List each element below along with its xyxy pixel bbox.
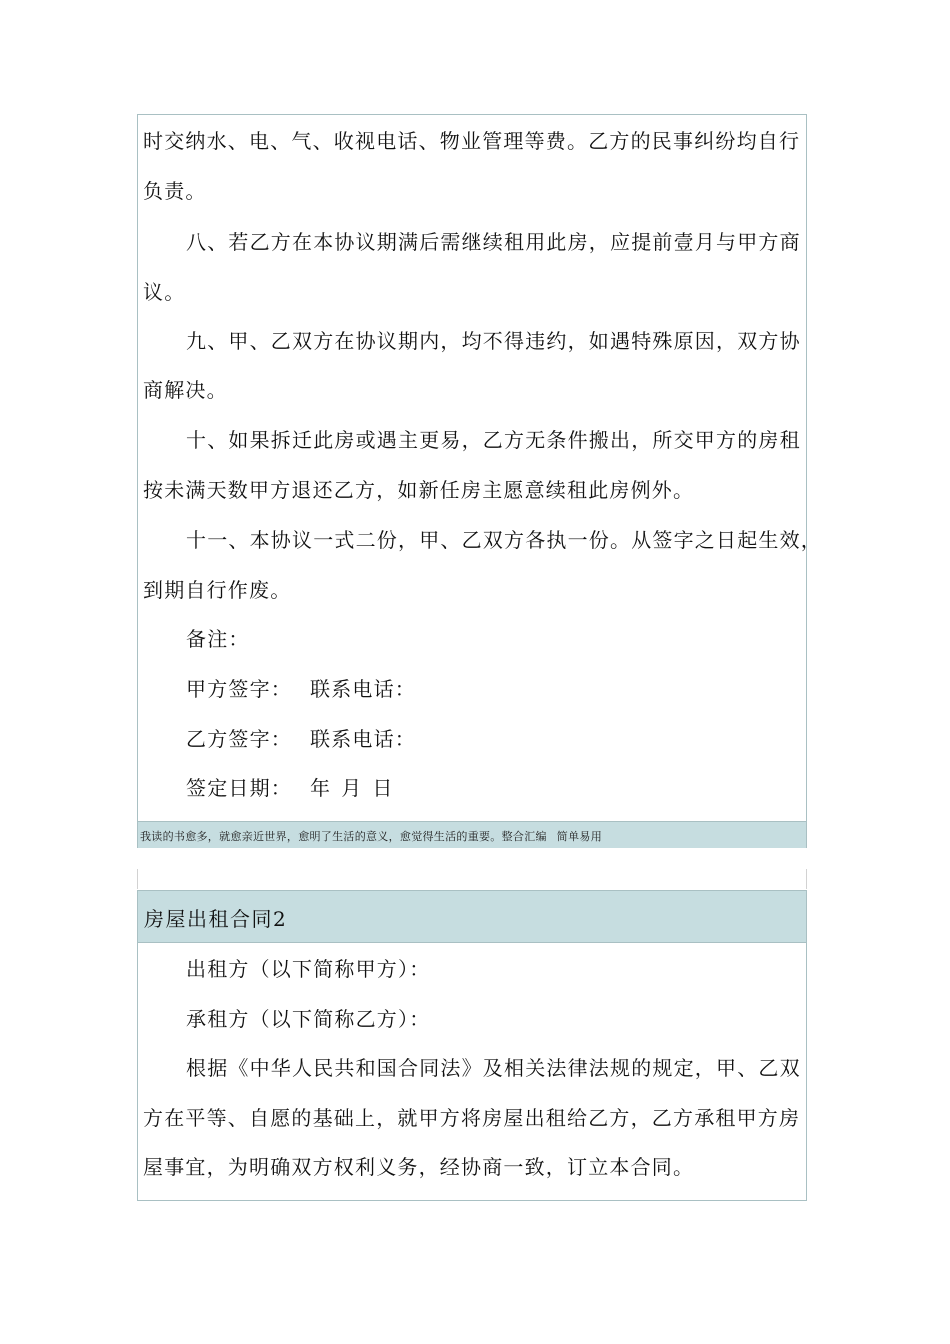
clause-10-line: 十、如果拆迁此房或遇主更易，乙方无条件搬出，所交甲方的房租 <box>186 428 801 452</box>
remark-label: 备注： <box>186 627 250 651</box>
intro-line: 根据《中华人民共和国合同法》及相关法律法规的规定，甲、乙双 <box>186 1056 801 1080</box>
document-section-2 <box>137 890 807 1201</box>
clause-11-line: 到期自行作废。 <box>143 578 292 602</box>
box-separator-left <box>137 869 138 889</box>
date-day: 日 <box>372 776 394 800</box>
lessee-line: 承租方（以下简称乙方）： <box>186 1007 431 1031</box>
party-b-sign-label: 乙方签字： <box>186 727 292 751</box>
clause-11-line: 十一、本协议一式二份，甲、乙双方各执一份。从签字之日起生效， <box>186 528 822 552</box>
section-header <box>138 891 806 943</box>
intro-line: 屋事宜，为明确双方权利义务，经协商一致，订立本合同。 <box>143 1155 695 1179</box>
party-b-phone-label: 联系电话： <box>310 727 416 751</box>
footer-tagline: 简单易用 <box>556 830 602 843</box>
lessor-line: 出租方（以下简称甲方）： <box>186 957 431 981</box>
date-month: 月 <box>341 776 363 800</box>
document-section-1 <box>137 114 822 848</box>
section-title: 房屋出租合同2 <box>144 907 288 931</box>
page-footer <box>138 821 806 848</box>
party-a-signature-row <box>186 677 848 701</box>
party-b-signature-row <box>186 727 848 751</box>
sign-date-label: 签定日期： <box>186 776 292 800</box>
sign-date-row <box>186 776 848 800</box>
clause-9-line: 九、甲、乙双方在协议期内，均不得违约，如遇特殊原因，双方协 <box>186 329 801 353</box>
clause-8-line: 议。 <box>143 280 186 304</box>
party-a-sign-label: 甲方签字： <box>186 677 292 701</box>
intro-line: 方在平等、自愿的基础上，就甲方将房屋出租给乙方，乙方承租甲方房 <box>143 1106 801 1130</box>
box-separator-right <box>806 869 807 889</box>
footer-slogan: 我读的书愈多，就愈亲近世界，愈明了生活的意义，愈觉得生活的重要。整合汇编 <box>140 830 547 843</box>
clause-9-line: 商解决。 <box>143 378 228 402</box>
party-a-phone-label: 联系电话： <box>310 677 416 701</box>
paragraph-line: 时交纳水、电、气、收视电话、物业管理等费。乙方的民事纠纷均自行 <box>143 129 801 153</box>
paragraph-line: 负责。 <box>143 179 207 203</box>
clause-8-line: 八、若乙方在本协议期满后需继续租用此房，应提前壹月与甲方商 <box>186 230 801 254</box>
date-year: 年 <box>310 776 332 800</box>
clause-10-line: 按未满天数甲方退还乙方，如新任房主愿意续租此房例外。 <box>143 478 695 502</box>
